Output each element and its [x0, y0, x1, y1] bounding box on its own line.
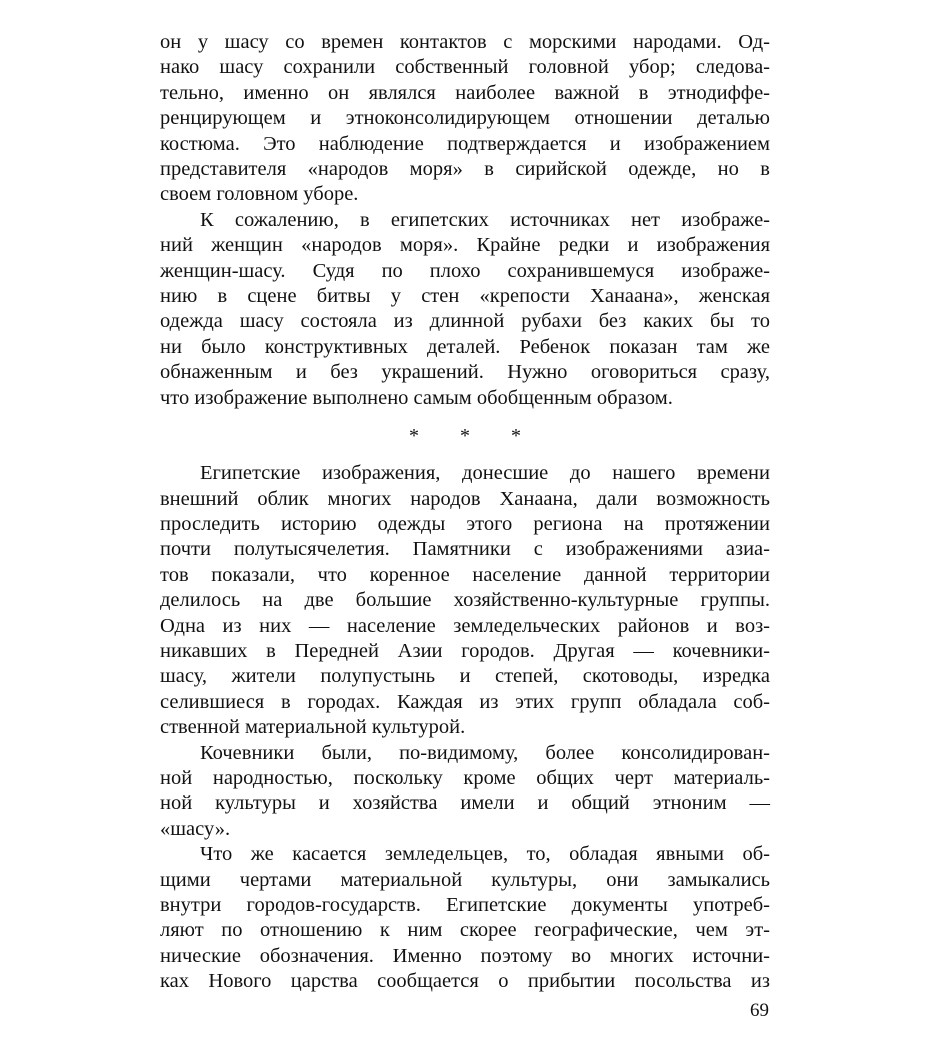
text-line: щими чертами материальной культуры, они замыкались — [160, 868, 770, 891]
text-line: обнаженным и без украшений. Нужно оговориться сразу, — [160, 361, 770, 384]
section-separator: * * * — [409, 425, 539, 448]
text-line: ной народностью, поскольку кроме общих черт материаль- — [160, 766, 770, 789]
text-line: нако шасу сохранили собственный головной убор; следова- — [160, 56, 770, 79]
text-line: внешний облик многих народов Ханаана, дали возможность — [160, 487, 770, 510]
text-line: Что же касается земледельцев, то, обладая явными об- — [200, 843, 770, 866]
text-line: ренцирующем и этноконсолидирующем отношении деталью — [160, 107, 770, 130]
text-line: женщин-шасу. Судя по плохо сохранившемуся изображе- — [160, 259, 770, 282]
text-line: он у шасу со времен контактов с морскими народами. Од- — [160, 31, 770, 53]
text-line: тельно, именно он являлся наиболее важной в этнодиффе- — [160, 81, 770, 104]
paragraph-1 — [160, 30, 770, 208]
text-line: ляют по отношению к ним скорее географические, чем эт- — [160, 919, 770, 942]
text-line: шасу, жители полупустынь и степей, скотоводы, изредка — [160, 665, 770, 688]
text-line: селившиеся в городах. Каждая из этих групп обладала соб- — [160, 690, 770, 713]
text-line: К сожалению, в египетских источниках нет изображе- — [200, 208, 770, 231]
text-line: никавших в Передней Азии городов. Другая — кочевники- — [160, 639, 770, 662]
text-line: ни было конструктивных деталей. Ребенок показан там же — [160, 335, 770, 358]
text-line: ках Нового царства сообщается о прибытии посольства из — [160, 970, 770, 993]
paragraph-3 — [160, 461, 770, 740]
text-line: ственной материальной культурой. — [160, 716, 466, 739]
text-line: костюма. Это наблюдение подтверждается и изображением — [160, 132, 770, 155]
text-line: нические обозначения. Именно поэтому во многих источни- — [160, 944, 770, 967]
paragraph-4 — [160, 741, 770, 843]
text-line: одежда шасу состояла из длинной рубахи без каких бы то — [160, 310, 770, 333]
text-line: проследить историю одежды этого региона на протяжении — [160, 512, 770, 535]
text-line: нию в сцене битвы у стен «крепости Ханаана», женская — [160, 285, 770, 308]
text-line: тов показали, что коренное население данной территории — [160, 563, 770, 586]
text-line: представителя «народов моря» в сирийской одежде, но в — [160, 158, 770, 181]
text-line: почти полутысячелетия. Памятники с изображениями азиа- — [160, 538, 770, 561]
paragraph-5 — [160, 842, 770, 994]
text-line: Кочевники были, по-видимому, более консолидирован- — [200, 741, 770, 764]
text-line: внутри городов-государств. Египетские документы употреб- — [160, 894, 770, 916]
text-line: ний женщин «народов моря». Крайне редки и изображения — [160, 234, 770, 257]
page-body — [160, 30, 770, 995]
text-line: что изображение выполнено самым обобщенным образом. — [160, 386, 673, 409]
text-line: своем головном уборе. — [160, 183, 359, 206]
text-line: делилось на две большие хозяйственно-культурные группы. — [160, 589, 770, 612]
text-line: «шасу». — [160, 817, 231, 840]
text-line: Одна из них — население земледельческих районов и воз- — [160, 614, 770, 637]
text-line: Египетские изображения, донесшие до нашего времени — [200, 462, 770, 485]
text-line: ной культуры и хозяйства имели и общий этноним — — [160, 792, 770, 815]
paragraph-2 — [160, 208, 770, 411]
page-number: 69 — [750, 1000, 769, 1021]
